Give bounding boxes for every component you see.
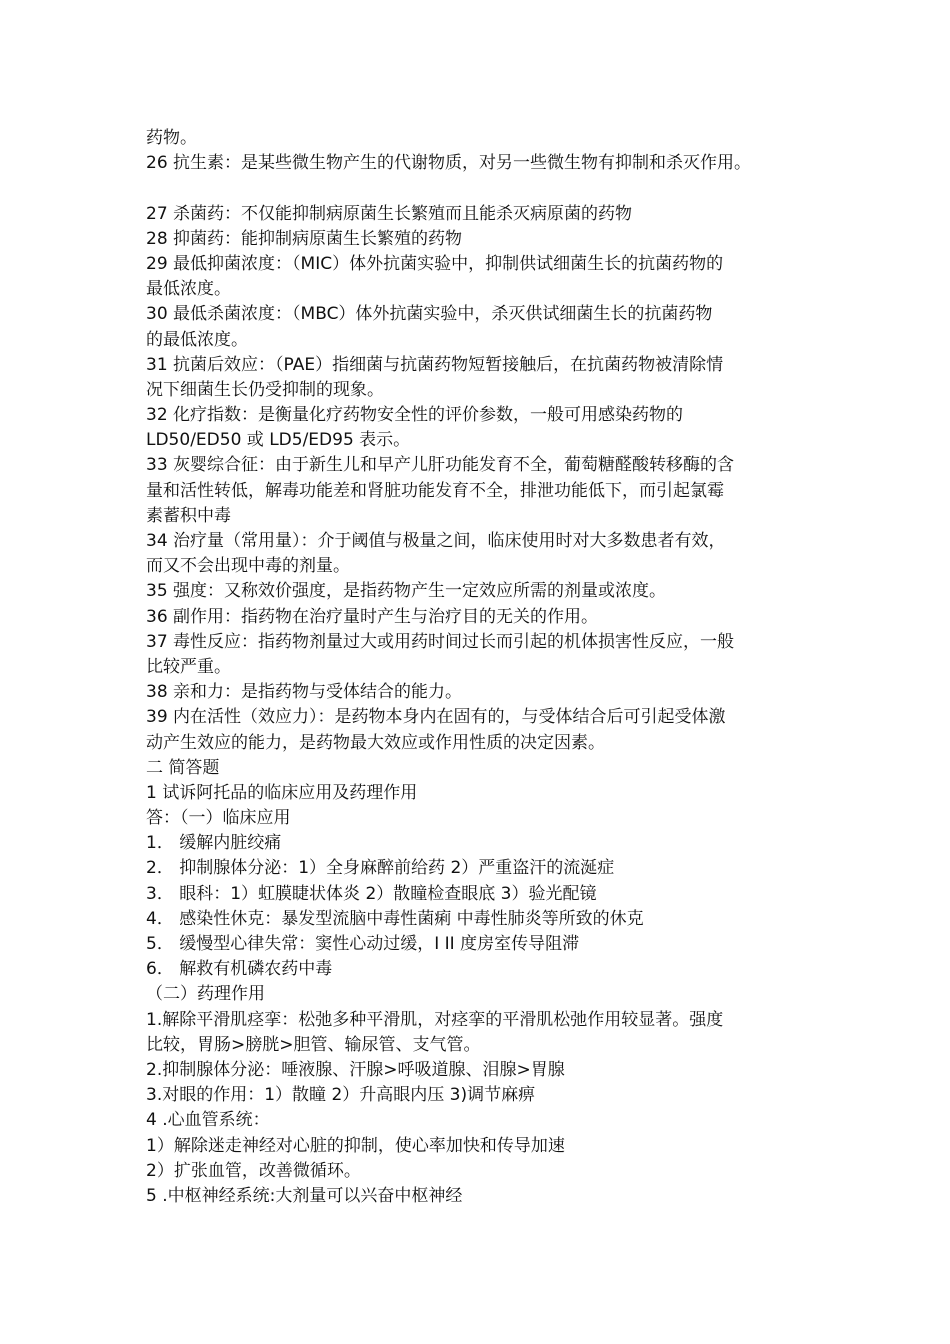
text-line: 药物。 (146, 128, 197, 148)
text-line: 5 .中枢神经系统:大剂量可以兴奋中枢神经 (146, 1185, 463, 1206)
text-line: 的最低浓度。 (146, 329, 248, 350)
text-line: LD50/ED50 或 LD5/ED95 表示。 (146, 430, 411, 451)
text-line: 5． 缓慢型心律失常：窦性心动过缓，I II 度房室传导阻滞 (146, 934, 580, 954)
text-line: 39 内在活性（效应力）：是药物本身内在固有的，与受体结合后可引起受体激 (146, 707, 726, 728)
text-line: 量和活性转低，解毒功能差和肾脏功能发育不全，排泄功能低下，而引起氯霉 (146, 480, 724, 501)
text-line: 28 抑菌药：能抑制病原菌生长繁殖的药物 (146, 228, 463, 249)
text-line: 最低浓度。 (146, 279, 231, 300)
text-line: 29 最低抑菌浓度：（MIC）体外抗菌实验中，抑制供试细菌生长的抗菌药物的 (146, 253, 724, 274)
text-line: 30 最低杀菌浓度：（MBC）体外抗菌实验中，杀灭供试细菌生长的抗菌药物 (146, 304, 713, 325)
document-body (146, 126, 826, 1209)
text-line: 4． 感染性休克：暴发型流脑中毒性菌痢 中毒性肺炎等所致的休克 (146, 908, 644, 929)
text-line: 26 抗生素：是某些微生物产生的代谢物质，对另一些微生物有抑制和杀灭作用。 (146, 153, 752, 174)
text-line: 38 亲和力：是指药物与受体结合的能力。 (146, 682, 463, 703)
text-line: 2.抑制腺体分泌：唾液腺、汗腺>呼吸道腺、泪腺>胃腺 (146, 1059, 565, 1080)
text-line: 1）解除迷走神经对心脏的抑制，使心率加快和传导加速 (146, 1135, 565, 1156)
text-line: 32 化疗指数：是衡量化疗药物安全性的评价参数，一般可用感染药物的 (146, 405, 684, 426)
text-line: 比较，胃肠>膀胱>胆管、输尿管、支气管。 (146, 1034, 481, 1055)
text-line: 比较严重。 (146, 656, 231, 677)
text-line: 而又不会出现中毒的剂量。 (146, 556, 350, 577)
text-line: 3． 眼科：1）虹膜睫状体炎 2）散瞳检查眼底 3）验光配镜 (146, 883, 597, 904)
text-line: 35 强度：又称效价强度，是指药物产生一定效应所需的剂量或浓度。 (146, 581, 667, 602)
text-line: 3.对眼的作用：1）散瞳 2）升高眼内压 3)调节麻痹 (146, 1085, 536, 1106)
text-line: 况下细菌生长仍受抑制的现象。 (146, 379, 384, 400)
text-line: 36 副作用：指药物在治疗量时产生与治疗目的无关的作用。 (146, 606, 599, 627)
text-line: 6． 解救有机磷农药中毒 (146, 959, 333, 980)
text-line: 2）扩张血管，改善微循环。 (146, 1160, 361, 1181)
text-line: 1.解除平滑肌痉挛：松弛多种平滑肌，对痉挛的平滑肌松弛作用较显著。强度 (146, 1009, 724, 1030)
text-line: 二 简答题 (146, 757, 220, 778)
text-line: 素蓄积中毒 (146, 505, 231, 526)
text-line: 答：（一）临床应用 (146, 808, 291, 829)
text-line: 1 试诉阿托品的临床应用及药理作用 (146, 782, 418, 803)
text-line: 1． 缓解内脏绞痛 (146, 833, 282, 854)
text-line: 31 抗菌后效应：（PAE）指细菌与抗菌药物短暂接触后，在抗菌药物被清除情 (146, 354, 724, 375)
text-line (146, 176, 826, 201)
text-line: 动产生效应的能力，是药物最大效应或作用性质的决定因素。 (146, 732, 605, 753)
text-line: 37 毒性反应：指药物剂量过大或用药时间过长而引起的机体损害性反应，一般 (146, 631, 735, 652)
text-line: 2． 抑制腺体分泌：1）全身麻醉前给药 2）严重盗汗的流涎症 (146, 858, 615, 879)
text-line: 34 治疗量（常用量）：介于阈值与极量之间，临床使用时对大多数患者有效， (146, 531, 726, 551)
text-line: 33 灰婴综合征：由于新生儿和早产儿肝功能发育不全，葡萄糖醛酸转移酶的含 (146, 455, 735, 476)
text-line: （二）药理作用 (146, 984, 265, 1005)
text-line: 27 杀菌药：不仅能抑制病原菌生长繁殖而且能杀灭病原菌的药物 (146, 203, 633, 224)
text-line: 4 .心血管系统： (146, 1110, 270, 1131)
